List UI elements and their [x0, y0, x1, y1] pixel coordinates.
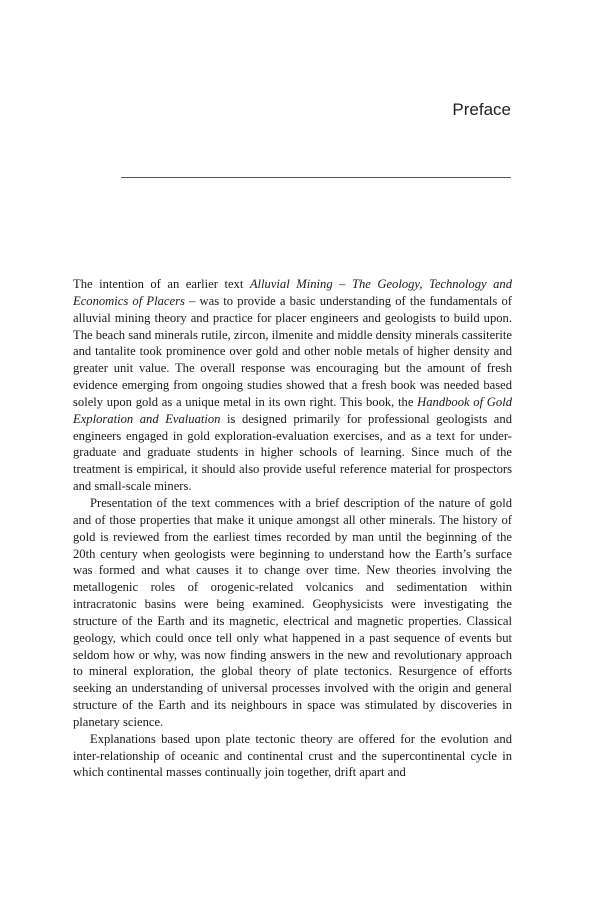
chapter-title: Preface — [452, 100, 511, 119]
paragraph-1-part-2: – was to provide a basic understanding of the fundamentals of alluvial mining theory and practice for placer engineers and geologists to build upon. The beach sand minerals rutile, zircon, ilmenite and middle density minerals cassiterite and tantalite took prominence over gold and other noble metals of higher density and greater unit value. The overall response was encouraging but the amount of fresh evidence emerging from ongoing studies showed that a fresh book was needed based solely upon gold as a unique metal in its own right. This book, the — [73, 293, 513, 409]
book-title-handbook: Handbook of Gold Exploration and Evaluation — [73, 394, 512, 426]
paragraph-1 — [73, 276, 512, 495]
paragraph-1-part-1: The intention of an earlier text — [73, 277, 250, 291]
book-title-alluvial-mining: Alluvial Mining – The Geology, Technology and Economics of Placers — [73, 277, 512, 308]
paragraph-3: Explanations based upon plate tectonic theory are offered for the evolution and inter-relationship of oceanic and continental crust and the supercontinental cycle in which continental masses continually join together, drift apart and — [73, 731, 512, 780]
title-divider — [121, 177, 511, 178]
paragraph-2: Presentation of the text commences with a brief description of the nature of gold and of those properties that make it unique amongst all other minerals. The history of gold is reviewed from the earliest times recorded by man until the beginning of the 20th century when geologists were beginning to understand how the Earth’s surface was formed and what causes it to change over time. New theories involving the metallogenic roles of orogenic-related volcanics and sedimentation within intracratonic basins were being examined. Geophysicists were investigating the structure of the Earth and its magnetic, electrical and magnetic properties. Classical geology, which could once tell only what happened in a past sequence of events but seldom how or why, was now finding answers in the new and revolutionary approach to mineral exploration, the global theory of plate tectonics. Resurgence of efforts seeking an understanding of universal processes involved with the origin and general structure of the Earth and its neighbours in space was stimulated by discoveries in planetary science. — [73, 495, 512, 729]
paragraph-1-part-3: is designed primarily for professional geologists and engineers engaged in gold exploration-evaluation exercises, and as a text for under-graduate and graduate students in higher schools of learning. Since much of the treatment is empirical, it should also provide useful reference material for prospectors and small-scale miners. — [73, 411, 512, 494]
body-text — [73, 276, 512, 781]
